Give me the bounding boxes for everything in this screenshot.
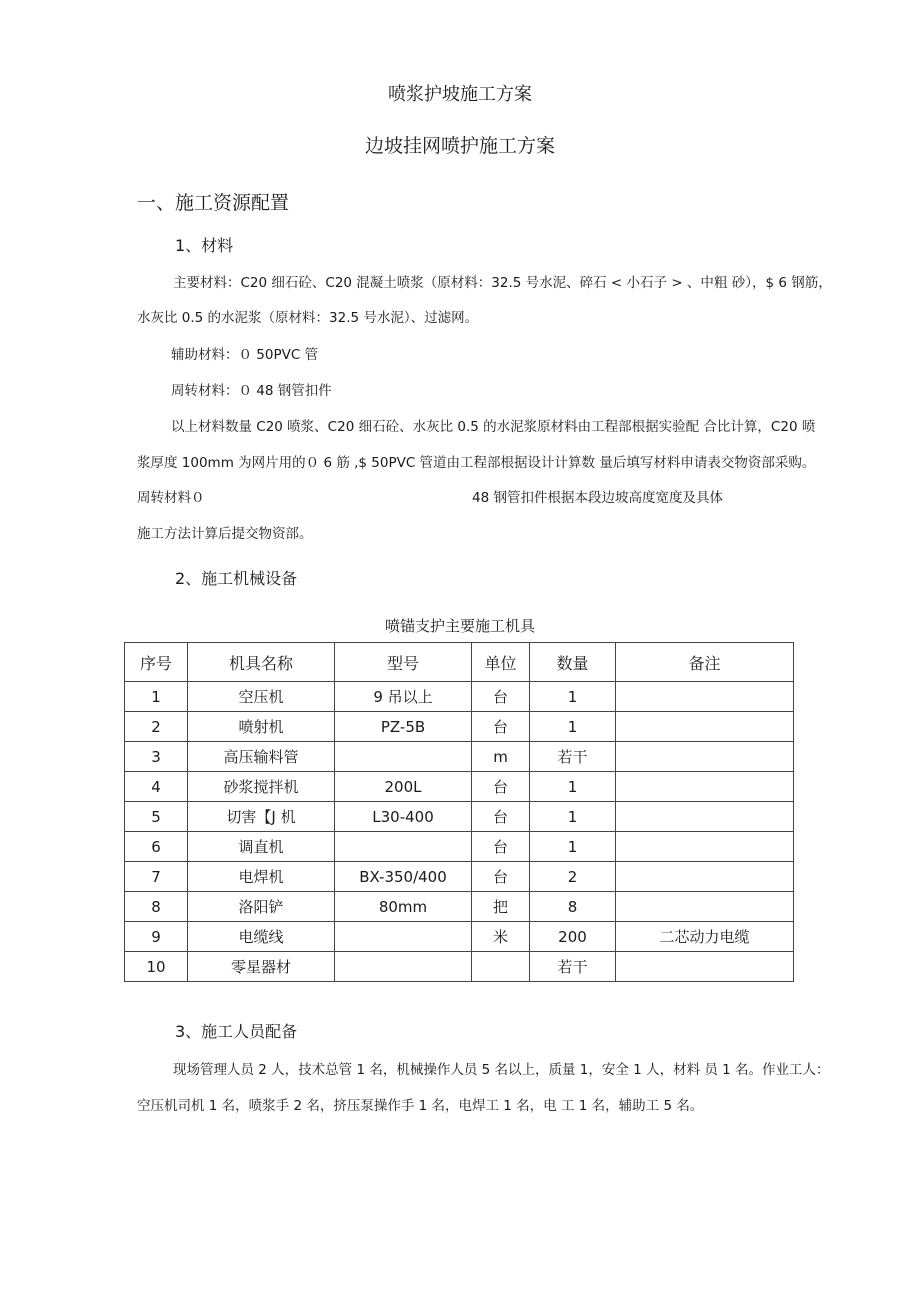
cell-quantity: 2 bbox=[530, 862, 616, 892]
col-header-model: 型号 bbox=[335, 643, 472, 682]
heading-machinery: 2、施工机械设备 bbox=[175, 569, 298, 588]
cell-name: 喷射机 bbox=[188, 712, 335, 742]
materials-paragraph-line-3-right: 48 钢管扣件根据本段边坡高度宽度及具体 bbox=[472, 490, 723, 506]
col-header-remarks: 备注 bbox=[616, 643, 794, 682]
personnel-line-1: 现场管理人员 2 人，技术总管 1 名，机械操作人员 5 名以上，质量 1，安全 1 人，材料 员 1 名。作业工人： bbox=[173, 1062, 830, 1078]
cell-unit: m bbox=[472, 742, 530, 772]
cell-unit: 台 bbox=[472, 712, 530, 742]
cell-index: 8 bbox=[125, 892, 188, 922]
table-row bbox=[125, 892, 794, 922]
cell-model: BX-350/400 bbox=[335, 862, 472, 892]
cell-remarks bbox=[616, 892, 794, 922]
materials-paragraph-line-1: 以上材料数量 C20 喷浆、C20 细石砼、水灰比 0.5 的水泥浆原材料由工程部根据实验配 合比计算，C20 喷 bbox=[171, 419, 816, 435]
cell-model: L30-400 bbox=[335, 802, 472, 832]
table-row bbox=[125, 862, 794, 892]
materials-paragraph-line-2: 浆厚度 100mm 为网片用的０ 6 筋 ,$ 50PVC 管道由工程部根据设计计算数 量后填写材料申请表交物资部采购。 bbox=[137, 455, 816, 471]
table-row bbox=[125, 682, 794, 712]
cell-index: 3 bbox=[125, 742, 188, 772]
cell-quantity: 1 bbox=[530, 712, 616, 742]
table-row bbox=[125, 802, 794, 832]
cell-remarks bbox=[616, 712, 794, 742]
cell-index: 9 bbox=[125, 922, 188, 952]
personnel-line-2: 空压机司机 1 名，喷浆手 2 名，挤压泵操作手 1 名，电焊工 1 名，电 工 1 名，辅助工 5 名。 bbox=[137, 1098, 704, 1114]
cell-remarks bbox=[616, 832, 794, 862]
table-row bbox=[125, 922, 794, 952]
cell-index: 7 bbox=[125, 862, 188, 892]
cell-remarks bbox=[616, 742, 794, 772]
cell-name: 电焊机 bbox=[188, 862, 335, 892]
cell-unit: 台 bbox=[472, 772, 530, 802]
cell-quantity: 1 bbox=[530, 682, 616, 712]
cell-index: 2 bbox=[125, 712, 188, 742]
cell-name: 洛阳铲 bbox=[188, 892, 335, 922]
col-header-index: 序号 bbox=[125, 643, 188, 682]
cell-model: PZ-5B bbox=[335, 712, 472, 742]
cell-remarks bbox=[616, 802, 794, 832]
cell-remarks bbox=[616, 772, 794, 802]
cell-model: 200L bbox=[335, 772, 472, 802]
table-row bbox=[125, 832, 794, 862]
cell-unit: 台 bbox=[472, 802, 530, 832]
table-row bbox=[125, 772, 794, 802]
col-header-name: 机具名称 bbox=[188, 643, 335, 682]
cell-model bbox=[335, 742, 472, 772]
cell-model: 9 吊以上 bbox=[335, 682, 472, 712]
turnover-materials: 周转材料：０ 48 钢管扣件 bbox=[171, 383, 332, 399]
cell-remarks: 二芯动力电缆 bbox=[616, 922, 794, 952]
cell-index: 4 bbox=[125, 772, 188, 802]
col-header-unit: 单位 bbox=[472, 643, 530, 682]
cell-name: 高压输料管 bbox=[188, 742, 335, 772]
cell-remarks bbox=[616, 862, 794, 892]
cell-index: 1 bbox=[125, 682, 188, 712]
col-header-quantity: 数量 bbox=[530, 643, 616, 682]
cell-quantity: 1 bbox=[530, 832, 616, 862]
cell-unit bbox=[472, 952, 530, 982]
cell-index: 10 bbox=[125, 952, 188, 982]
cell-model bbox=[335, 832, 472, 862]
cell-model bbox=[335, 922, 472, 952]
cell-name: 调直机 bbox=[188, 832, 335, 862]
cell-quantity: 200 bbox=[530, 922, 616, 952]
materials-paragraph-line-3-left: 周转材料０ bbox=[137, 490, 205, 506]
auxiliary-materials: 辅助材料：０ 50PVC 管 bbox=[171, 347, 319, 363]
equipment-table bbox=[124, 642, 794, 982]
table-row bbox=[125, 712, 794, 742]
table-header-row bbox=[125, 643, 794, 682]
cell-quantity: 1 bbox=[530, 802, 616, 832]
cell-remarks bbox=[616, 952, 794, 982]
cell-model: 80mm bbox=[335, 892, 472, 922]
cell-name: 砂浆搅拌机 bbox=[188, 772, 335, 802]
document-title: 喷浆护坡施工方案 bbox=[388, 84, 532, 105]
cell-unit: 台 bbox=[472, 832, 530, 862]
cell-index: 5 bbox=[125, 802, 188, 832]
main-materials-line-1: 主要材料：C20 细石砼、C20 混凝土喷浆（原材料：32.5 号水泥、碎石 < 小石子 > 、中粗 砂），$ 6 钢筋， bbox=[173, 275, 832, 291]
cell-quantity: 8 bbox=[530, 892, 616, 922]
table-row bbox=[125, 952, 794, 982]
cell-index: 6 bbox=[125, 832, 188, 862]
cell-name: 电缆线 bbox=[188, 922, 335, 952]
cell-unit: 台 bbox=[472, 862, 530, 892]
cell-name: 零星器材 bbox=[188, 952, 335, 982]
cell-name: 切害【J 机 bbox=[188, 802, 335, 832]
section-heading-resources: 一、施工资源配置 bbox=[137, 192, 290, 214]
cell-quantity: 若干 bbox=[530, 742, 616, 772]
heading-materials: 1、材料 bbox=[175, 236, 234, 255]
document-subtitle: 边坡挂网喷护施工方案 bbox=[364, 135, 555, 157]
cell-unit: 米 bbox=[472, 922, 530, 952]
cell-remarks bbox=[616, 682, 794, 712]
cell-quantity: 1 bbox=[530, 772, 616, 802]
heading-personnel: 3、施工人员配备 bbox=[175, 1022, 298, 1041]
cell-unit: 把 bbox=[472, 892, 530, 922]
cell-unit: 台 bbox=[472, 682, 530, 712]
main-materials-line-2: 水灰比 0.5 的水泥浆（原材料：32.5 号水泥）、过滤网。 bbox=[137, 310, 479, 326]
cell-quantity: 若干 bbox=[530, 952, 616, 982]
cell-model bbox=[335, 952, 472, 982]
materials-paragraph-line-4: 施工方法计算后提交物资部。 bbox=[137, 526, 313, 542]
table-row bbox=[125, 742, 794, 772]
cell-name: 空压机 bbox=[188, 682, 335, 712]
table-caption: 喷锚支护主要施工机具 bbox=[384, 617, 535, 635]
